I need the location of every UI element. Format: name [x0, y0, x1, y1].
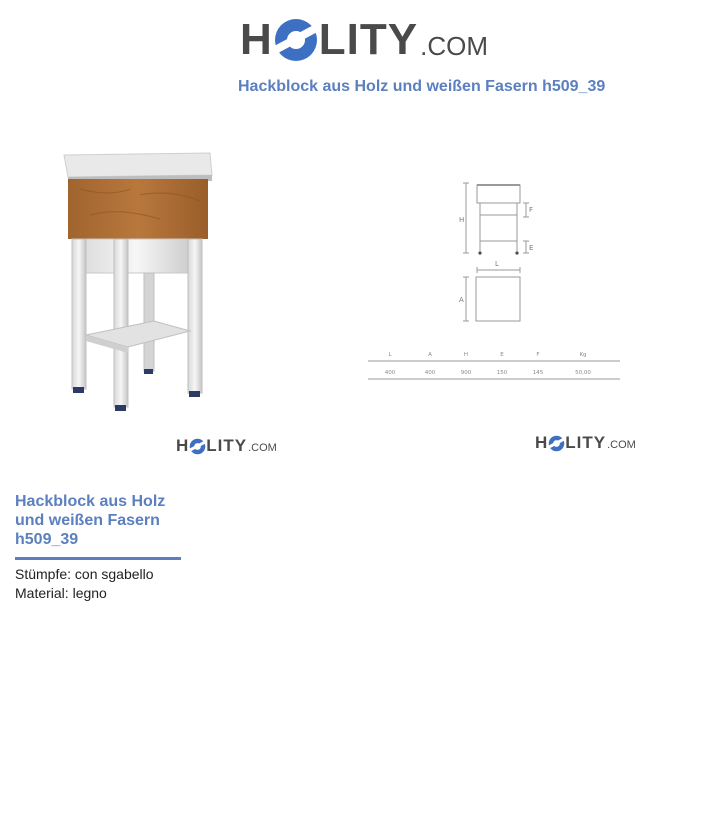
dim-label-h: H — [459, 216, 465, 224]
attribute-row — [15, 565, 154, 584]
dim-label-a: A — [459, 296, 464, 304]
spec-value-a: 400 — [424, 370, 436, 376]
spec-header-kg: Kg — [579, 352, 587, 358]
product-attributes — [15, 565, 154, 603]
drawing-watermark-logo — [535, 433, 636, 453]
site-logo[interactable] — [240, 12, 488, 68]
spec-header-a: A — [428, 352, 432, 358]
spec-value-l: 400 — [384, 370, 396, 376]
spec-header-h: H — [463, 352, 469, 358]
watermark-suffix: .COM — [607, 439, 636, 451]
spec-header-e: E — [500, 352, 504, 358]
attribute-value: con sgabello — [74, 566, 154, 582]
watermark-letters-lity: LITY — [206, 436, 248, 455]
page-title: Hackblock aus Holz und weißen Fasern h509_39 — [238, 78, 606, 95]
product-name: Hackblock aus Holz und weißen Fasern h509_39 — [15, 492, 181, 560]
watermark-letters-h: H — [535, 433, 549, 452]
product-photo[interactable] — [50, 145, 230, 420]
photo-watermark-logo — [176, 436, 277, 456]
spec-header-f: F — [536, 352, 540, 358]
spec-value-f: 145 — [532, 370, 544, 376]
watermark-letters-lity: LITY — [565, 433, 607, 452]
watermark-letters-h: H — [176, 436, 190, 455]
logo-o-icon — [189, 438, 206, 455]
logo-letters-lity: LITY — [318, 15, 419, 64]
spec-value-e: 150 — [496, 370, 508, 376]
watermark-suffix: .COM — [248, 442, 277, 454]
dim-label-l: L — [495, 260, 499, 268]
logo-o-icon — [548, 435, 565, 452]
logo-o-icon — [273, 17, 319, 63]
logo-letters-h: H — [240, 15, 273, 64]
attribute-label: Material: — [15, 585, 69, 601]
dim-label-f: F — [529, 206, 534, 214]
spec-value-h: 900 — [460, 370, 472, 376]
attribute-value: legno — [72, 585, 107, 601]
attribute-row — [15, 584, 154, 603]
attribute-label: Stümpfe: — [15, 566, 72, 582]
dim-label-e: E — [529, 244, 534, 252]
logo-suffix: .COM — [420, 31, 488, 61]
spec-value-kg: 50,00 — [575, 370, 591, 376]
spec-header-l: L — [388, 352, 392, 358]
technical-drawing[interactable] — [360, 145, 625, 390]
